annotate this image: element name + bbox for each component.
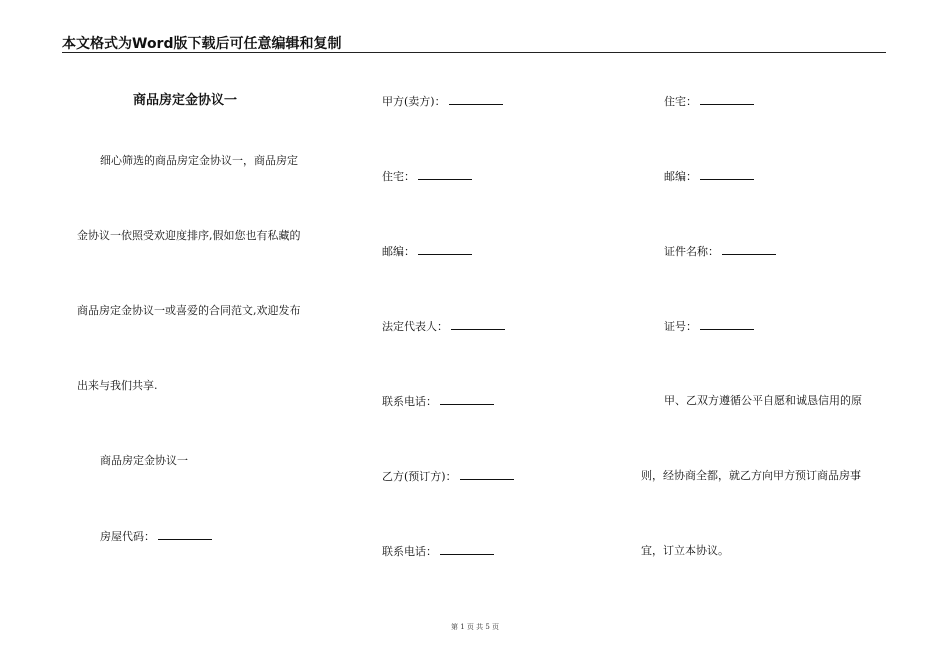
legal-rep-field — [382, 319, 505, 334]
document-title: 商品房定金协议一 — [133, 93, 238, 108]
party-b-residence-label: 住宅： — [664, 95, 697, 108]
intro-line-4: 出来与我们共享. — [77, 379, 158, 392]
party-b-blank — [460, 469, 514, 480]
party-b-phone-label: 联系电话： — [382, 545, 437, 558]
party-b-postcode-field — [664, 169, 754, 184]
intro-line-2: 金协议一依照受欢迎度排序,假如您也有私藏的 — [77, 229, 301, 242]
party-a-phone-blank — [440, 394, 494, 405]
intro-line-3: 商品房定金协议一或喜爱的合同范文,欢迎发布 — [77, 304, 301, 317]
party-a-postcode-blank — [418, 244, 472, 255]
body-line-3: 宜，订立本协议。 — [641, 544, 729, 557]
body-line-1: 甲、乙双方遵循公平自愿和诚恳信用的原 — [664, 394, 862, 407]
party-b-field — [382, 469, 514, 484]
house-code-field — [100, 529, 212, 544]
document-header: 本文格式为Word版下载后可任意编辑和复制 — [62, 36, 342, 52]
party-b-phone-field — [382, 544, 494, 559]
party-a-phone-label: 联系电话： — [382, 395, 437, 408]
id-no-blank — [700, 319, 754, 330]
party-b-residence-field — [664, 94, 754, 109]
legal-rep-blank — [451, 319, 505, 330]
body-line-2: 则，经协商全都，就乙方向甲方预订商品房事 — [641, 469, 861, 482]
party-a-postcode-field — [382, 244, 472, 259]
section-subtitle: 商品房定金协议一 — [100, 454, 188, 467]
party-a-blank — [449, 94, 503, 105]
party-a-field — [382, 94, 503, 109]
header-rule — [62, 52, 886, 53]
party-a-phone-field — [382, 394, 494, 409]
id-name-field — [664, 244, 776, 259]
party-b-residence-blank — [700, 94, 754, 105]
id-name-blank — [722, 244, 776, 255]
legal-rep-label: 法定代表人： — [382, 320, 448, 333]
id-no-label: 证号： — [664, 320, 697, 333]
party-a-residence-blank — [418, 169, 472, 180]
party-b-postcode-blank — [700, 169, 754, 180]
house-code-label: 房屋代码： — [100, 530, 155, 543]
party-a-label: 甲方(卖方)： — [382, 95, 446, 108]
party-b-postcode-label: 邮编： — [664, 170, 697, 183]
house-code-blank — [158, 529, 212, 540]
intro-line-1: 细心筛选的商品房定金协议一，商品房定 — [100, 154, 298, 167]
party-a-residence-label: 住宅： — [382, 170, 415, 183]
party-b-label: 乙方(预订方)： — [382, 470, 457, 483]
party-a-postcode-label: 邮编： — [382, 245, 415, 258]
id-no-field — [664, 319, 754, 334]
page-number: 第 1 页 共 5 页 — [450, 623, 500, 631]
party-b-phone-blank — [440, 544, 494, 555]
id-name-label: 证件名称： — [664, 245, 719, 258]
party-a-residence-field — [382, 169, 472, 184]
